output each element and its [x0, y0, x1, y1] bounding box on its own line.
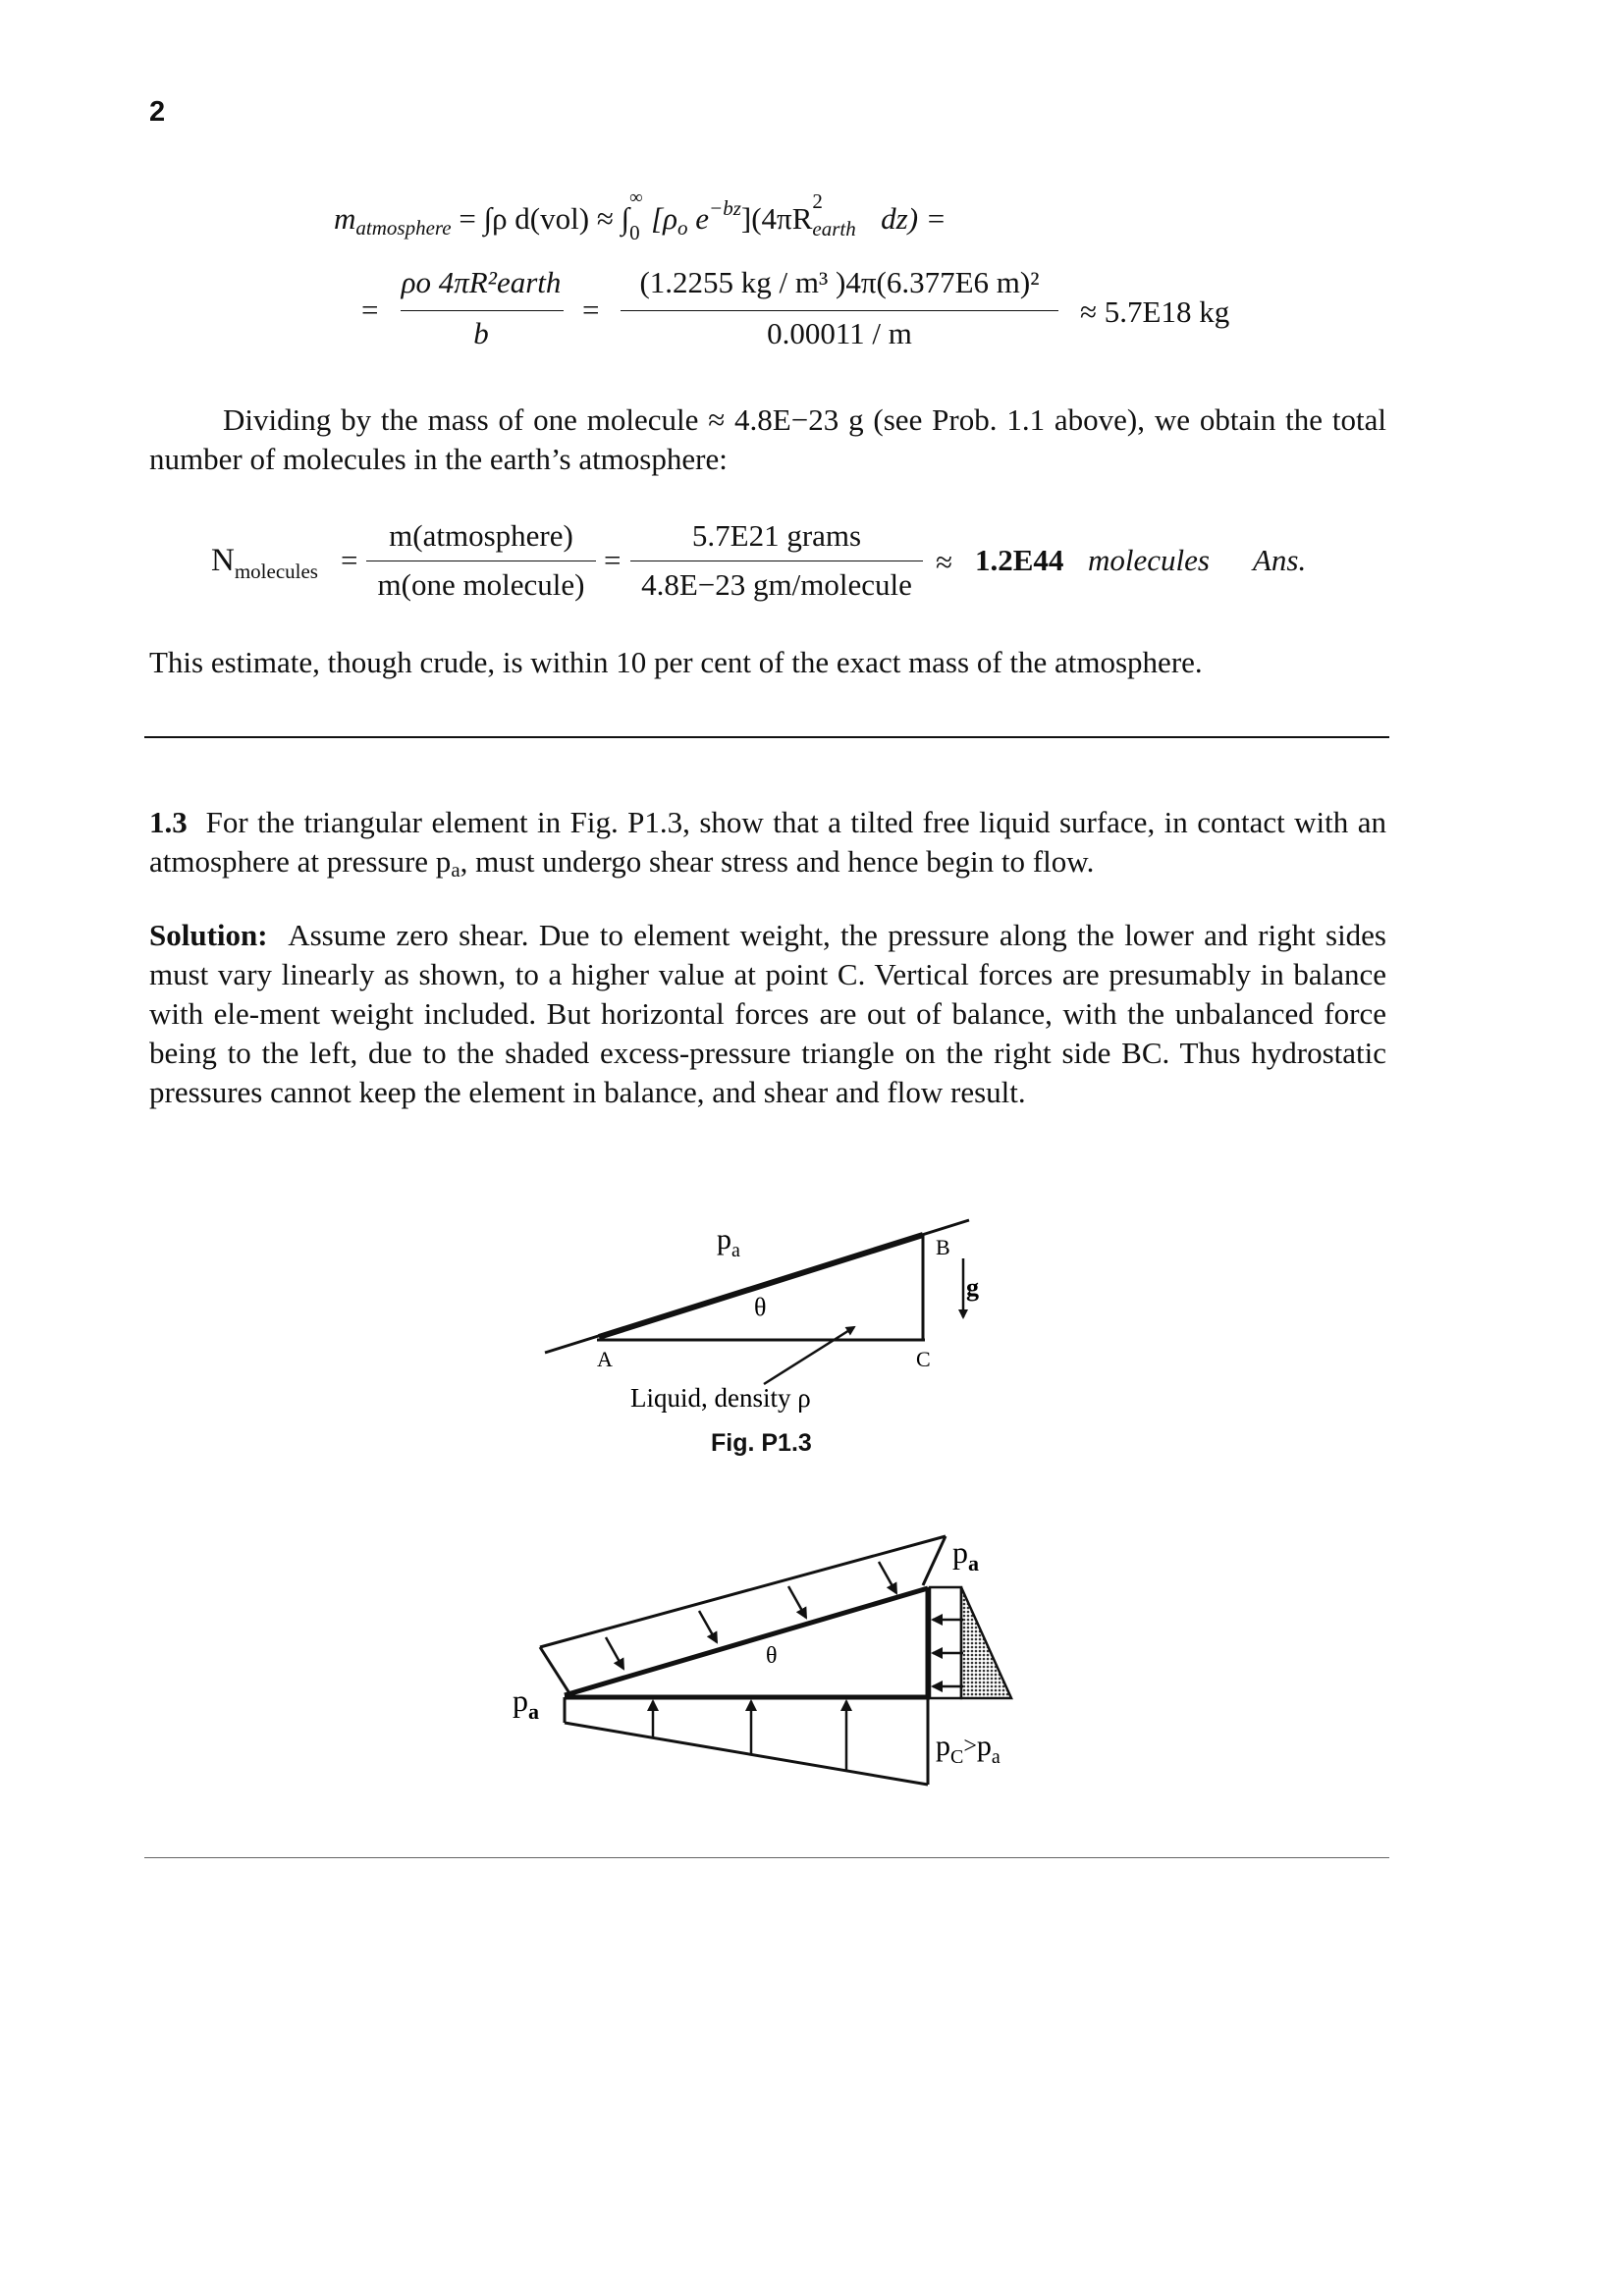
eq1-lhs: m	[334, 201, 356, 236]
problem-text-sub: a	[451, 858, 460, 881]
figure-caption: Fig. P1.3	[711, 1429, 812, 1457]
fig2-pa-left-label: $p_a$	[513, 1682, 539, 1724]
eq1-r-sub: earth	[812, 217, 856, 240]
eq2-denominator-1: b	[473, 316, 489, 350]
paragraph-molecule-count-intro: Dividing by the mass of one molecule ≈ 4.8E−23 g (see Prob. 1.1 above), we obtain the total number of molecules in the earth’s atmosphere:	[149, 402, 1386, 476]
eq1-lim-upper: ∞	[629, 187, 643, 208]
eq3-lhs	[211, 543, 318, 584]
fig1-point-c-label: C	[916, 1347, 931, 1371]
eq1-rho-sub: o	[677, 216, 688, 240]
eq2-fraction-bar-2	[621, 310, 1058, 311]
eq1-lhs-sub: atmosphere	[355, 216, 452, 240]
eq2-numerator-1: ρo 4πR²earth	[401, 265, 562, 299]
equation-atmosphere-mass-integral	[334, 187, 947, 244]
section-divider-1	[144, 736, 1389, 738]
eq2-fraction-bar-1	[401, 310, 564, 311]
excess-pressure-triangle	[961, 1587, 1011, 1698]
top-pressure-envelope	[540, 1536, 946, 1647]
eq3-numerator-1: m(atmosphere)	[389, 518, 573, 553]
eq2-numerator-2: (1.2255 kg / m³ )4π(6.377E6 m)²	[639, 265, 1040, 299]
fig1-g-label: g	[966, 1273, 979, 1302]
solution-text: Assume zero shear. Due to element weight, the pressure along the lower and right sides must vary linearly as shown, to a higher value at point C. Vertical forces are presumably in balance with ele-ment weight included. But horizontal forces are out of balance, with the unbalanced force being to the left, due to the shaded excess-pressure triangle on the right side BC. Thus hydrostatic pressures cannot keep the element in balance, and shear and flow result.	[149, 918, 1386, 1109]
hypotenuse-pressure-arrow	[788, 1586, 806, 1618]
eq3-ans-label: Ans.	[1253, 543, 1307, 577]
eq2-equals-2: =	[582, 293, 600, 327]
right-side-atmospheric-pressure-block	[930, 1587, 961, 1698]
fig1-theta-label: θ	[754, 1293, 767, 1321]
page-number: 2	[149, 96, 166, 128]
bottom-pressure-envelope	[565, 1723, 928, 1785]
hypotenuse-pressure-arrow	[699, 1611, 717, 1642]
top-envelope-right-end	[923, 1536, 946, 1585]
eq3-numerator-2: 5.7E21 grams	[691, 518, 862, 553]
eq3-equals-2: =	[604, 543, 622, 577]
eq3-denominator-1: m(one molecule)	[377, 567, 585, 602]
eq1-part4: dz) =	[873, 201, 947, 236]
eq2-denominator-2: 0.00011 / m	[767, 316, 912, 350]
eq3-unit: molecules	[1088, 543, 1210, 577]
triangle-side-ab	[599, 1235, 923, 1337]
fig2-theta-label: θ	[766, 1643, 778, 1669]
eq1-exp-base: e	[687, 201, 710, 236]
fig2-pa-top-label: $p_a$	[952, 1534, 979, 1575]
eq2-result: ≈ 5.7E18 kg	[1080, 294, 1230, 329]
problem-text-b: , must undergo shear stress and hence begin to flow.	[460, 844, 1095, 879]
eq1-r-sup: 2	[812, 189, 823, 213]
liquid-pointer-arrow	[764, 1327, 854, 1384]
fig1-point-b-label: B	[936, 1235, 950, 1259]
fig1-liquid-label: Liquid, density ρ	[630, 1383, 811, 1413]
problem-number: 1.3	[149, 805, 188, 839]
hypotenuse-pressure-arrow	[879, 1562, 896, 1593]
eq1-part1: = ∫ρ d(vol) ≈ ∫	[459, 201, 630, 236]
element-hypotenuse	[565, 1588, 928, 1695]
eq2-equals-1: =	[361, 293, 379, 327]
eq3-denominator-2: 4.8E−23 gm/molecule	[641, 567, 912, 602]
eq3-approx: ≈	[936, 545, 953, 579]
figure-pressure-distribution	[491, 1531, 1041, 1806]
eq3-lhs-n: N	[211, 543, 235, 578]
problem-text-a: For the triangular element in Fig. P1.3, show that a tilted free liquid surface, in contact with an atmosphere at pressure p	[149, 805, 1386, 879]
eq1-part2: [ρ	[651, 201, 678, 236]
section-divider-2	[144, 1857, 1389, 1858]
eq3-lhs-sub: molecules	[234, 560, 318, 583]
fig1-pa-label: $p_a$	[717, 1223, 740, 1261]
eq3-equals-1: =	[341, 543, 358, 577]
eq1-lim-lower: 0	[629, 221, 640, 244]
eq3-answer: 1.2E44	[975, 543, 1064, 577]
paragraph-estimate-note: This estimate, though crude, is within 10 per cent of the exact mass of the atmosphere.	[149, 645, 1203, 679]
fig2-pc-label: $p_C^>p_a$	[936, 1730, 1001, 1768]
eq1-part3: ](4πR	[740, 201, 813, 236]
solution-paragraph	[149, 916, 1386, 1112]
hypotenuse-pressure-arrow	[606, 1637, 623, 1669]
fig1-point-a-label: A	[597, 1347, 613, 1371]
top-envelope-left-end	[540, 1647, 569, 1693]
eq1-exp: −bz	[709, 196, 741, 220]
solution-label: Solution:	[149, 918, 268, 952]
problem-statement	[149, 803, 1386, 889]
